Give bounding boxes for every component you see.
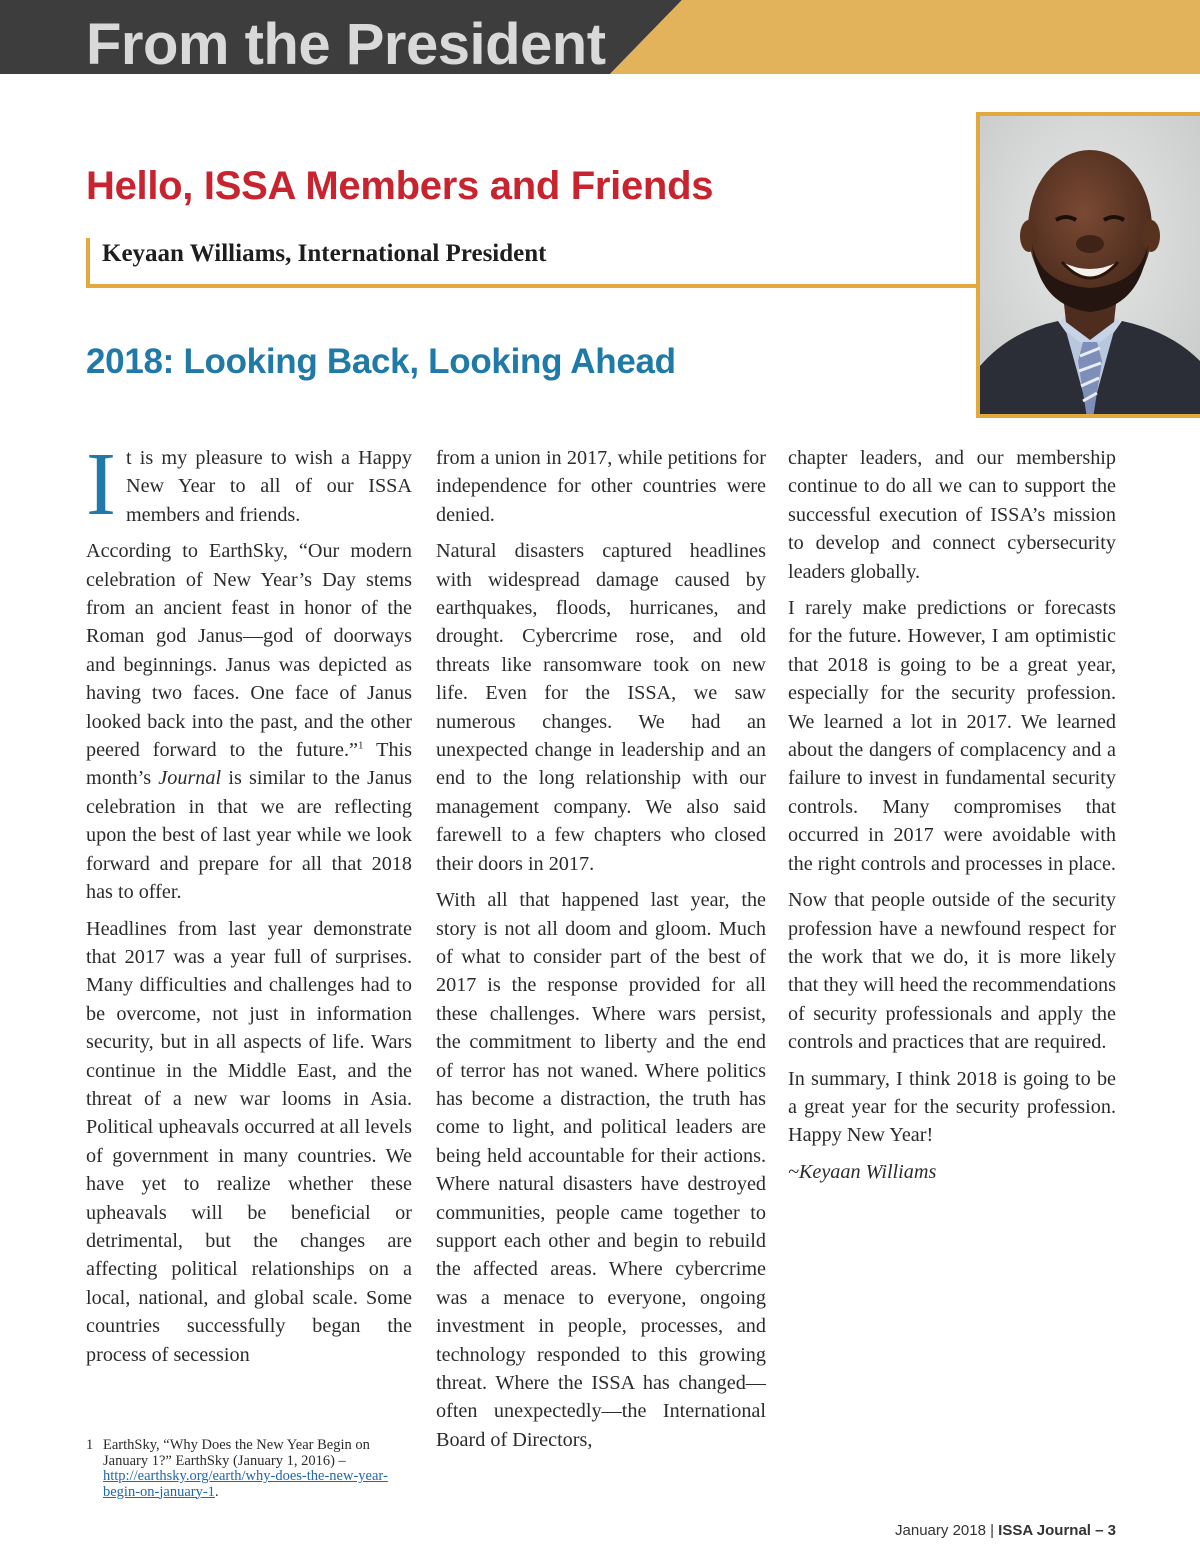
paragraph: With all that happened last year, the story is not all doom and gloom. Much of what to consider part of the best of 2017 is the response provided for all these challenges. Where wars persist, the commitment to liberty and the end of terror has not waned. Where politics has become a distraction, the truth has come to light, and political leaders are being held accountable for their actions. Where natural disasters have destroyed communities, people came together to support each other and begin to rebuild the affected areas. Where cybercrime was a menace to everyone, ongoing investment in people, processes, and technology responded to this growing threat. Where the ISSA has changed—often unexpectedly—the International Board of Directors, [436,889,766,1451]
article-title: Hello, ISSA Members and Friends [86,164,714,208]
paragraph: chapter leaders, and our membership continue to do all we can to support the successful execution of ISSA’s mission to develop and connect cybersecurity leaders globally. [788,447,1116,583]
body-column-1 [86,435,412,1377]
footnote-text: EarthSky, “Why Does the New Year Begin on January 1?” EarthSky (January 1, 2016) – [103,1437,370,1469]
section-banner [0,0,1200,77]
author-photo [976,112,1200,418]
drop-cap: I [86,435,116,534]
footnote-number: 1 [86,1437,94,1453]
footer-separator: | [985,1522,999,1539]
paragraph: Natural disasters captured headlines with widespread damage caused by earthquakes, floods, hurricanes, and drought. Cybercrime rose, and old threats like ransomware took on new life. Even for the ISSA, we saw numerous changes. We had an unexpected change in leadership and an end to the long relationship with our management company. We also said farewell to a few chapters who closed their doors in 2017. [436,540,766,875]
signature: ~Keyaan Williams [788,1160,937,1183]
author-accent-bar [86,238,90,288]
journal-title: Journal [158,767,222,790]
issue-date: January 2018 [895,1522,986,1539]
paragraph: from a union in 2017, while petitions for independence for other countries were denied. [436,447,766,526]
paragraph-text: This month’s [86,739,412,790]
intro-paragraph [86,435,412,534]
author-rule [86,284,980,288]
article-subtitle: 2018: Looking Back, Looking Ahead [86,342,676,381]
paragraph: Headlines from last year demonstrate that 2017 was a year full of surprises. Many difficulties and challenges had to be overcome, not just in information security, but in all aspects of life. Wars continue in the Middle East, and the threat of a new war looms in Asia. Political upheavals occurred at all levels of government in many countries. We have yet to realize whether these upheavals will be beneficial or detrimental, but the changes are affecting political relationships on a local, national, and global scale. Some countries successfully began the process of secession [86,917,412,1366]
section-title: From the President [86,12,606,77]
paragraph [86,537,412,906]
author-byline: Keyaan Williams, International President [102,240,547,267]
paragraph-text: According to EarthSky, “Our modern celebration of New Year’s Day stems from an ancient feast in honor of the Roman god Janus—god of doorways and beginnings. Janus was depicted as having two faces. One face of Janus looked back into the past, and the other peered forward to the future.” [86,540,412,762]
paragraph: I rarely make predictions or forecasts for the future. However, I am optimistic that 2018 is going to be a great year, especially for the security profession. We learned a lot in 2017. We learned about the dangers of complacency and a failure to invest in fundamental security controls. Many compromises that occurred in 2017 were avoidable with the right controls and processes in place. [788,597,1116,875]
footnote-ref: 1 [358,739,364,752]
body-column-2 [436,444,766,1462]
footnote-end: . [214,1483,219,1500]
page-footer [895,1522,1116,1539]
journal-page: ISSA Journal – 3 [998,1522,1116,1539]
paragraph: Now that people outside of the security profession have a newfound respect for the work that we do, it is more likely that they will heed the recommendations of security professionals and apply the controls and practices that are required. [788,889,1116,1054]
portrait-photo-icon [980,116,1200,418]
footnote [86,1438,416,1500]
footnote-body [86,1438,416,1500]
intro-text: t is my pleasure to wish a Happy New Year to all of our ISSA members and friends. [125,447,412,526]
body-column-3 [788,444,1116,1194]
paragraph-text: is similar to the Janus celebration in that we are reflecting upon the best of last year while we look forward and prepare for all that 2018 has to offer. [86,767,412,904]
footnote-link[interactable]: http://earthsky.org/earth/why-does-the-new-year-begin-on-january-1 [103,1468,388,1500]
paragraph: In summary, I think 2018 is going to be a great year for the security profession. Happy New Year! [788,1067,1116,1147]
